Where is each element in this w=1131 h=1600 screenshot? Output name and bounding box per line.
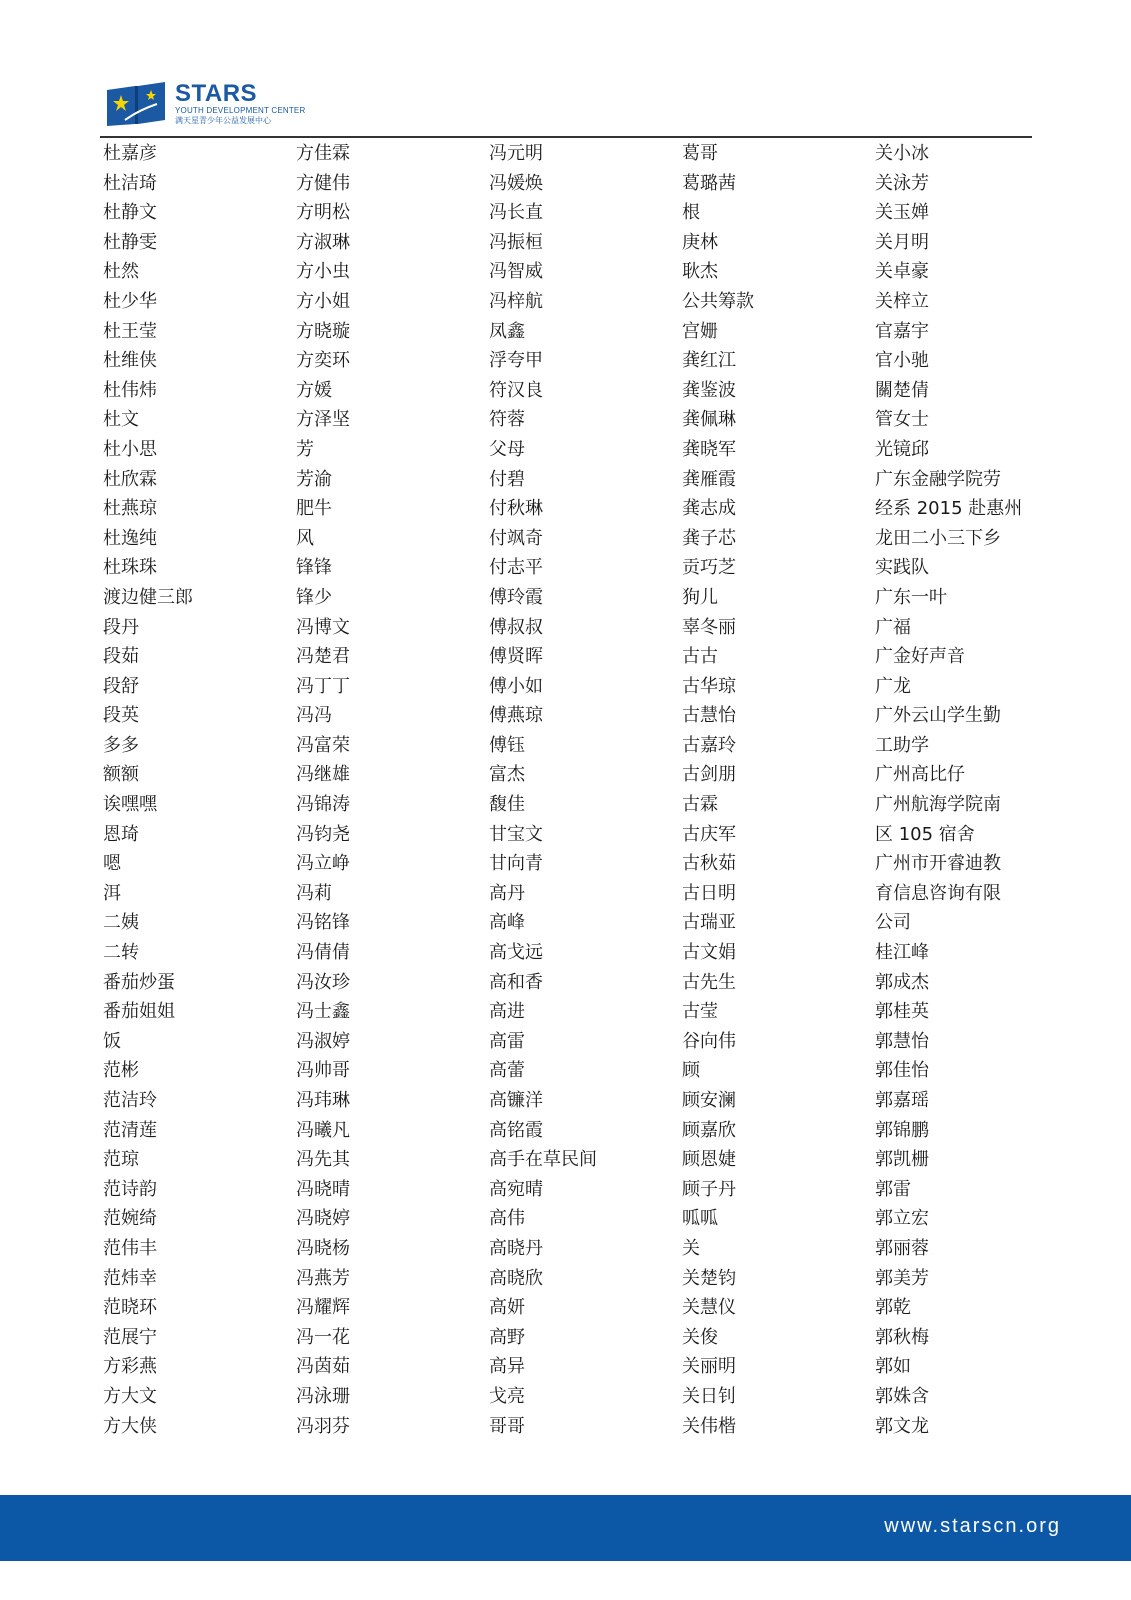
name-entry: 傅钰: [489, 734, 525, 756]
name-entry: 杜然: [103, 261, 139, 283]
logo-subtitle: YOUTH DEVELOPMENT CENTER: [175, 106, 306, 115]
name-entry: 光镜邱: [875, 438, 929, 460]
name-entry: 庚林: [682, 231, 718, 253]
stars-logo-icon: [105, 80, 169, 130]
name-entry: 方大侠: [103, 1415, 157, 1437]
name-entry: 郭秋梅: [875, 1326, 929, 1348]
name-entry: 高手在草民间: [489, 1149, 597, 1171]
name-entry: 龚雁霞: [682, 468, 736, 490]
name-entry: 杜燕琼: [103, 498, 157, 520]
name-entry: 官小驰: [875, 350, 929, 372]
name-entry: 古莹: [682, 1001, 718, 1023]
name-entry: 葛哥: [682, 143, 718, 164]
name-entry: 实践队: [875, 557, 929, 579]
name-entry: 额额: [103, 764, 139, 786]
name-entry: 高丹: [489, 882, 525, 904]
name-entry: 冯锦涛: [296, 794, 350, 816]
name-entry: 杜洁琦: [103, 172, 157, 194]
name-entry: 冯继雄: [296, 764, 350, 786]
name-entry: 关卓豪: [875, 261, 929, 283]
name-entry: 杜欣霖: [103, 468, 157, 490]
name-entry: 关慧仪: [682, 1297, 736, 1319]
name-entry: 符汉良: [489, 379, 543, 401]
name-entry: 杜静雯: [103, 231, 157, 253]
name-entry: 高镰洋: [489, 1090, 543, 1111]
name-entry: 龚晓军: [682, 438, 736, 460]
name-entry: 高戈远: [489, 942, 543, 964]
donor-name-list: [103, 139, 1033, 1441]
name-entry: 范清莲: [103, 1119, 157, 1141]
name-entry: 范洁玲: [103, 1090, 157, 1111]
name-entry: 郭桂英: [875, 1001, 929, 1023]
name-entry: 杜珠珠: [103, 557, 157, 579]
name-entry: 关小冰: [875, 143, 929, 164]
name-entry: 区 105 宿舍: [875, 823, 975, 845]
name-entry: 付碧: [489, 468, 525, 490]
name-entry: 郭嘉瑶: [875, 1090, 929, 1111]
name-entry: 关伟楷: [682, 1415, 736, 1437]
name-entry: 冯燕芳: [296, 1267, 350, 1289]
name-entry: 冯帅哥: [296, 1060, 350, 1082]
name-entry: 傅玲霞: [489, 586, 543, 608]
name-entry: 辜冬丽: [682, 616, 736, 638]
name-entry: 冯梓航: [489, 290, 543, 312]
name-entry: 关楚钧: [682, 1267, 736, 1289]
name-entry: 冯玮琳: [296, 1090, 350, 1111]
name-entry: 付志平: [489, 557, 543, 579]
name-entry: 杜静文: [103, 202, 157, 224]
logo-chinese-name: 满天星青少年公益发展中心: [175, 116, 271, 125]
name-entry: 葛璐茜: [682, 172, 736, 194]
name-entry: 冯曦凡: [296, 1119, 350, 1141]
name-entry: 官嘉宇: [875, 320, 929, 342]
name-entry: 郭美芳: [875, 1267, 929, 1289]
name-entry: 冯先其: [296, 1149, 350, 1171]
name-entry: 育信息咨询有限: [875, 882, 1001, 904]
name-entry: 段舒: [103, 675, 139, 697]
name-entry: 方泽坚: [296, 409, 350, 431]
name-entry: 诶嘿嘿: [103, 794, 157, 816]
name-entry: 杜伟炜: [103, 379, 157, 401]
name-entry: 冯茵茹: [296, 1356, 350, 1378]
name-entry: 冯泳珊: [296, 1385, 350, 1407]
name-entry: 郭佳怡: [875, 1060, 929, 1082]
name-entry: 公共筹款: [682, 290, 754, 312]
name-entry: 古霖: [682, 794, 718, 816]
name-entry: 冯士鑫: [296, 1001, 350, 1023]
name-entry: 傅小如: [489, 675, 543, 697]
name-entry: 凤鑫: [489, 320, 525, 342]
name-entry: 方大文: [103, 1385, 157, 1407]
name-entry: 杜嘉彦: [103, 143, 157, 164]
name-entry: 段茹: [103, 646, 139, 668]
name-entry: 冯媛焕: [489, 172, 543, 194]
name-entry: 关月明: [875, 231, 929, 253]
name-entry: 龚子芯: [682, 527, 736, 549]
name-entry: 谷向伟: [682, 1030, 736, 1052]
name-entry: 高雷: [489, 1030, 525, 1052]
name-entry: 关泳芳: [875, 172, 929, 194]
name-entry: 傅贤晖: [489, 646, 543, 668]
name-entry: 风: [296, 527, 314, 549]
name-entry: 冯冯: [296, 705, 332, 727]
name-entry: 多多: [103, 734, 139, 756]
name-entry: 番茄炒蛋: [103, 971, 175, 993]
name-entry: 冯晓婷: [296, 1208, 350, 1230]
name-entry: 冯智威: [489, 261, 543, 283]
name-entry: 范晓环: [103, 1297, 157, 1319]
name-entry: 冯羽芬: [296, 1415, 350, 1437]
name-entry: 番茄姐姐: [103, 1001, 175, 1023]
name-entry: 哥哥: [489, 1415, 525, 1437]
name-entry: 范诗韵: [103, 1178, 157, 1200]
name-entry: 嗯: [103, 853, 121, 875]
name-entry: 郭慧怡: [875, 1030, 929, 1052]
name-entry: 郭乾: [875, 1297, 911, 1319]
name-entry: 桂江峰: [875, 942, 929, 964]
name-entry: 方晓璇: [296, 320, 350, 342]
name-entry: 冯倩倩: [296, 942, 350, 964]
name-entry: 古秋茹: [682, 853, 736, 875]
name-entry: 高进: [489, 1001, 525, 1023]
name-entry: 古文娟: [682, 942, 736, 964]
name-entry: 冯博文: [296, 616, 350, 638]
name-entry: 戈亮: [489, 1385, 525, 1407]
name-entry: 冯元明: [489, 143, 543, 164]
name-entry: 关梓立: [875, 290, 929, 312]
name-entry: 冯长直: [489, 202, 543, 224]
logo-text: [175, 82, 305, 126]
name-entry: 冯一花: [296, 1326, 350, 1348]
name-entry: 高妍: [489, 1297, 525, 1319]
name-entry: 范展宁: [103, 1326, 157, 1348]
name-entry: 冯富荣: [296, 734, 350, 756]
name-entry: 范伟丰: [103, 1237, 157, 1259]
name-entry: 洱: [103, 882, 121, 904]
name-entry: 郭如: [875, 1356, 911, 1378]
name-entry: 古古: [682, 646, 718, 668]
name-entry: 高晓欣: [489, 1267, 543, 1289]
name-entry: 古慧怡: [682, 705, 736, 727]
name-entry: 古嘉玲: [682, 734, 736, 756]
name-entry: 广外云山学生勤: [875, 705, 1001, 727]
name-entry: 高伟: [489, 1208, 525, 1230]
name-entry: 方彩燕: [103, 1356, 157, 1378]
name-entry: 范婉绮: [103, 1208, 157, 1230]
name-entry: 杜文: [103, 409, 139, 431]
name-entry: 范炜幸: [103, 1267, 157, 1289]
name-entry: 锋少: [296, 586, 332, 608]
name-entry: 顾嘉欣: [682, 1119, 736, 1141]
name-entry: 芳渝: [296, 468, 332, 490]
name-entry: 付秋琳: [489, 498, 543, 520]
name-entry: 贡巧芝: [682, 557, 736, 579]
name-entry: 甘宝文: [489, 823, 543, 845]
name-entry: 广州高比仔: [875, 764, 965, 786]
name-entry: 郭丽蓉: [875, 1237, 929, 1259]
name-entry: 二姨: [103, 912, 139, 934]
name-entry: 宫姗: [682, 320, 718, 342]
name-entry: 高异: [489, 1356, 525, 1378]
name-entry: 郭立宏: [875, 1208, 929, 1230]
header-divider: [100, 136, 1032, 138]
name-entry: 杜维侠: [103, 350, 157, 372]
name-entry: 方奕环: [296, 350, 350, 372]
name-entry: 肥牛: [296, 498, 332, 520]
name-entry: 高蕾: [489, 1060, 525, 1082]
name-entry: 關楚倩: [875, 379, 929, 401]
name-entry: 广福: [875, 616, 911, 638]
name-entry: 高宛晴: [489, 1178, 543, 1200]
name-entry: 管女士: [875, 409, 929, 431]
name-entry: 恩琦: [103, 823, 139, 845]
name-entry: 呱呱: [682, 1208, 718, 1230]
name-entry: 顾恩婕: [682, 1149, 736, 1171]
name-entry: 甘向青: [489, 853, 543, 875]
name-entry: 方淑琳: [296, 231, 350, 253]
name-entry: 段英: [103, 705, 139, 727]
name-entry: 关玉婵: [875, 202, 929, 224]
name-entry: 公司: [875, 912, 911, 934]
name-entry: 郭雷: [875, 1178, 911, 1200]
name-entry: 方小姐: [296, 290, 350, 312]
name-entry: 工助学: [875, 734, 929, 756]
name-entry: 郭锦鹏: [875, 1119, 929, 1141]
name-entry: 顾: [682, 1060, 700, 1082]
name-entry: 杜逸纯: [103, 527, 157, 549]
name-entry: 郭姝含: [875, 1385, 929, 1407]
name-entry: 根: [682, 202, 700, 224]
name-entry: 广州航海学院南: [875, 794, 1001, 816]
name-entry: 广金好声音: [875, 646, 965, 668]
name-entry: 冯莉: [296, 882, 332, 904]
name-entry: 广龙: [875, 675, 911, 697]
name-entry: 广州市开睿迪教: [875, 853, 1001, 875]
name-entry: 高晓丹: [489, 1237, 543, 1259]
name-entry: 段丹: [103, 616, 139, 638]
name-entry: 方媛: [296, 379, 332, 401]
name-entry: 锋锋: [296, 557, 332, 579]
name-entry: 富杰: [489, 764, 525, 786]
name-entry: 龚志成: [682, 498, 736, 520]
name-entry: 馥佳: [489, 794, 525, 816]
name-entry: 顾安澜: [682, 1090, 736, 1111]
name-entry: 关日钊: [682, 1385, 736, 1407]
name-entry: 方小虫: [296, 261, 350, 283]
name-entry: 广东金融学院劳: [875, 468, 1001, 490]
name-entry: 杜少华: [103, 290, 157, 312]
name-entry: 关丽明: [682, 1356, 736, 1378]
name-entry: 古华琼: [682, 675, 736, 697]
name-entry: 饭: [103, 1030, 121, 1052]
logo-title: STARS: [175, 80, 258, 107]
name-entry: 耿杰: [682, 261, 718, 283]
name-entry: 古瑞亚: [682, 912, 736, 934]
name-entry: 冯耀辉: [296, 1297, 350, 1319]
name-entry: 高峰: [489, 912, 525, 934]
name-entry: 古剑朋: [682, 764, 736, 786]
name-entry: 冯钧尧: [296, 823, 350, 845]
name-entry: 古庆军: [682, 823, 736, 845]
name-entry: 付飒奇: [489, 527, 543, 549]
name-entry: 冯丁丁: [296, 675, 350, 697]
name-entry: 浮夸甲: [489, 350, 543, 372]
footer-url: www.starscn.org: [884, 1515, 1061, 1537]
name-entry: 冯汝珍: [296, 971, 350, 993]
name-entry: 方明松: [296, 202, 350, 224]
name-entry: 冯立峥: [296, 853, 350, 875]
name-entry: 广东一叶: [875, 586, 947, 608]
name-entry: 杜王莹: [103, 320, 157, 342]
footer-bar: [0, 1495, 1131, 1561]
name-entry: 龚红江: [682, 350, 736, 372]
name-entry: 渡边健三郎: [103, 586, 193, 608]
name-entry: 傅燕琼: [489, 705, 543, 727]
name-entry: 关: [682, 1237, 700, 1259]
name-entry: 方健伟: [296, 172, 350, 194]
name-entry: 二转: [103, 942, 139, 964]
name-entry: 关俊: [682, 1326, 718, 1348]
name-entry: 冯楚君: [296, 646, 350, 668]
name-entry: 冯淑婷: [296, 1030, 350, 1052]
name-entry: 冯晓杨: [296, 1237, 350, 1259]
name-entry: 父母: [489, 438, 525, 460]
name-entry: 傅叔叔: [489, 616, 543, 638]
name-entry: 范彬: [103, 1060, 139, 1082]
name-entry: 冯铭锋: [296, 912, 350, 934]
name-entry: 龙田二小三下乡: [875, 527, 1001, 549]
name-entry: 冯振桓: [489, 231, 543, 253]
name-entry: 古先生: [682, 971, 736, 993]
name-entry: 高铭霞: [489, 1119, 543, 1141]
name-entry: 方佳霖: [296, 143, 350, 164]
name-entry: 芳: [296, 438, 314, 460]
name-entry: 顾子丹: [682, 1178, 736, 1200]
name-entry: 龚鉴波: [682, 379, 736, 401]
name-entry: 龚佩琳: [682, 409, 736, 431]
name-entry: 范琼: [103, 1149, 139, 1171]
name-entry: 郭凯栅: [875, 1149, 929, 1171]
name-entry: 高和香: [489, 971, 543, 993]
name-entry: 古日明: [682, 882, 736, 904]
name-entry: 狗儿: [682, 586, 718, 608]
name-entry: 冯晓晴: [296, 1178, 350, 1200]
name-entry: 符蓉: [489, 409, 525, 431]
name-entry: 郭文龙: [875, 1415, 929, 1437]
name-entry: 高野: [489, 1326, 525, 1348]
name-entry: 杜小思: [103, 438, 157, 460]
name-entry: 郭成杰: [875, 971, 929, 993]
name-entry: 经系 2015 赴惠州: [875, 498, 1023, 520]
